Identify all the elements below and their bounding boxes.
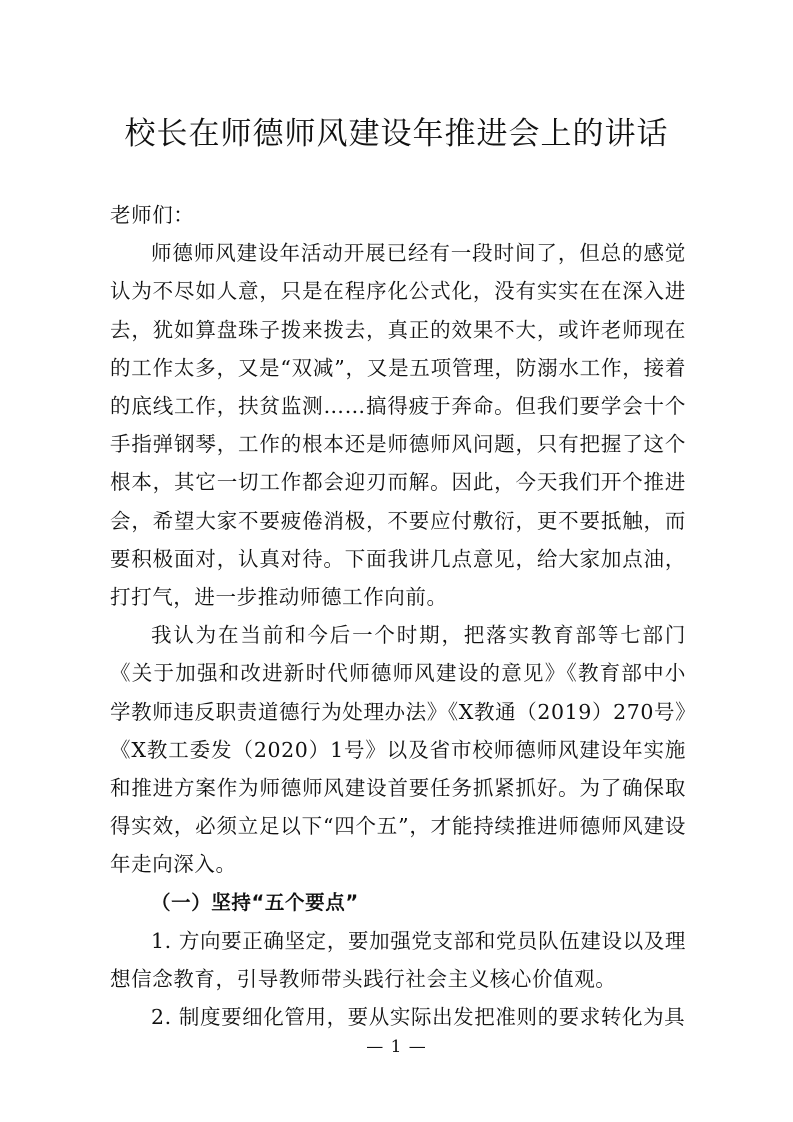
paragraph-2: 我认为在当前和今后一个时期，把落实教育部等七部门《关于加强和改进新时代师德师风建设的意见》《教育部中小学教师违反职责道德行为处理办法》《X教通（2019）270号》《X教工委发（2020）1号》以及省市校师德师风建设年实施和推进方案作为师德师风建设首要任务抓紧抓好。为了确保取得实效，必须立足以下“四个五”，才能持续推进师德师风建设年走向深入。 bbox=[110, 623, 686, 877]
document-body bbox=[110, 196, 686, 1036]
section-heading: （一）坚持“五个要点” bbox=[151, 890, 359, 914]
paragraph-1: 师德师风建设年活动开展已经有一段时间了，但总的感觉认为不尽如人意，只是在程序化公式化，没有实实在在深入进去，犹如算盘珠子拨来拨去，真正的效果不大，或许老师现在的工作太多，又是“双减”，又是五项管理，防溺水工作，接着的底线工作，扶贫监测……搞得疲于奔命。但我们要学会十个手指弹钢琴，工作的根本还是师德师风问题，只有把握了这个根本，其它一切工作都会迎刃而解。因此，今天我们开个推进会，希望大家不要疲倦消极，不要应付敷衍，更不要抵触，而要积极面对，认真对待。下面我讲几点意见，给大家加点油，打打气，进一步推动师德工作向前。 bbox=[110, 241, 686, 610]
document-title: 校长在师德师风建设年推进会上的讲话 bbox=[124, 116, 669, 152]
salutation: 老师们： bbox=[110, 203, 195, 227]
point-2: 2. 制度要细化管用，要从实际出发把准则的要求转化为具 bbox=[151, 1005, 686, 1030]
page-number: — 1 — bbox=[366, 1037, 427, 1057]
point-1: 1. 方向要正确坚定，要加强党支部和党员队伍建设以及理想信念教育，引导教师带头践行社会主义核心价值观。 bbox=[110, 928, 686, 992]
